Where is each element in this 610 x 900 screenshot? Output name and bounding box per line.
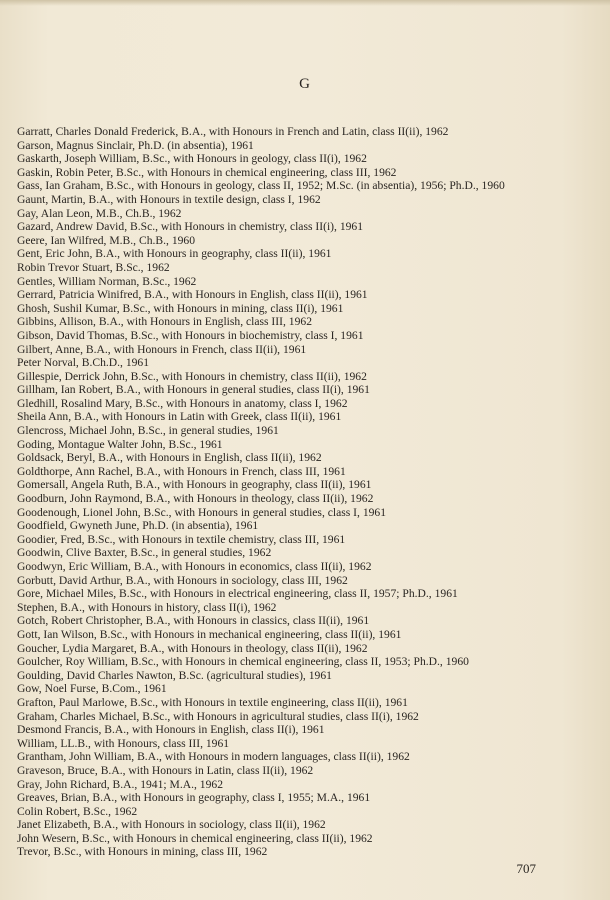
sub-entry: Janet Elizabeth, B.A., with Honours in sociology, class II(ii), 1962 [17,818,326,832]
graduate-entry: Gazard, Andrew David, B.Sc., with Honours in chemistry, class II(i), 1961 [17,220,364,234]
graduate-entry: Geere, Ian Wilfred, M.B., Ch.B., 1960 [17,233,196,247]
graduate-entry: Gentles, William Norman, B.Sc., 1962 [17,274,197,288]
graduate-entry: Gaskin, Robin Peter, B.Sc., with Honours in chemical engineering, class III, 1962 [17,165,397,179]
sub-entry: Robin Trevor Stuart, B.Sc., 1962 [17,260,170,274]
graduate-entry: Goulding, David Charles Nawton, B.Sc. (agricultural studies), 1961 [17,668,332,682]
sub-entry: Desmond Francis, B.A., with Honours in English, class II(i), 1961 [17,723,325,737]
graduate-entry: Goodburn, John Raymond, B.A., with Honours in theology, class II(ii), 1962 [17,492,374,506]
graduate-entry: Goulcher, Roy William, B.Sc., with Honours in chemical engineering, class II, 1953; Ph.D., 1960 [17,655,469,669]
section-heading: G [299,76,311,92]
graduate-entry: Gass, Ian Graham, B.Sc., with Honours in geology, class II, 1952; M.Sc. (in absentia), 1956; Ph.D., 1960 [17,179,505,193]
graduate-entry: Graham, Charles Michael, B.Sc., with Honours in agricultural studies, class II(i), 1962 [17,709,419,723]
graduate-entry: Gray, John Richard, B.A., 1941; M.A., 1962 [17,777,223,791]
graduate-entry: Gilbert, Anne, B.A., with Honours in French, class II(ii), 1961 [17,342,307,356]
graduate-entry: Gotch, Robert Christopher, B.A., with Honours in classics, class II(ii), 1961 [17,614,370,628]
graduate-entry: Gomersall, Angela Ruth, B.A., with Honours in geography, class II(ii), 1961 [17,478,372,492]
sub-entry: Trevor, B.Sc., with Honours in mining, class III, 1962 [17,845,268,859]
graduate-entry: Ghosh, Sushil Kumar, B.Sc., with Honours in mining, class II(i), 1961 [17,301,344,315]
sub-entry: William, LL.B., with Honours, class III, 1961 [17,736,230,750]
graduate-list [17,125,564,859]
graduate-entry: Gore, Michael Miles, B.Sc., with Honours in electrical engineering, class II, 1957; Ph.D., 1961 [17,587,458,601]
graduate-entry: Gaskarth, Joseph William, B.Sc., with Honours in geology, class II(i), 1962 [17,152,367,166]
sub-entry: Stephen, B.A., with Honours in history, class II(i), 1962 [17,600,277,614]
graduate-entry: Gay, Alan Leon, M.B., Ch.B., 1962 [17,206,182,220]
graduate-entry: Gibbins, Allison, B.A., with Honours in English, class III, 1962 [17,315,312,329]
graduate-entry: Glencross, Michael John, B.Sc., in general studies, 1961 [17,424,279,438]
graduate-entry: Grantham, John William, B.A., with Honours in modern languages, class II(ii), 1962 [17,750,410,764]
graduate-entry: Garson, Magnus Sinclair, Ph.D. (in absentia), 1961 [17,138,254,152]
graduate-entry: Goding, Montague Walter John, B.Sc., 1961 [17,437,223,451]
graduate-entry: Gillespie, Derrick John, B.Sc., with Honours in chemistry, class II(ii), 1962 [17,369,367,383]
sub-entry: Colin Robert, B.Sc., 1962 [17,804,138,818]
graduate-entry: Goldsack, Beryl, B.A., with Honours in English, class II(ii), 1962 [17,451,322,465]
graduate-entry: Goodwin, Clive Baxter, B.Sc., in general studies, 1962 [17,546,272,560]
graduate-entry: Goodfield, Gwyneth June, Ph.D. (in absentia), 1961 [17,519,259,533]
graduate-entry: Gaunt, Martin, B.A., with Honours in textile design, class I, 1962 [17,192,321,206]
graduate-entry: Gibson, David Thomas, B.Sc., with Honours in biochemistry, class I, 1961 [17,328,364,342]
graduate-entry: Gow, Noel Furse, B.Com., 1961 [17,682,167,696]
page-top-edge [0,0,610,6]
graduate-entry: Gorbutt, David Arthur, B.A., with Honours in sociology, class III, 1962 [17,573,348,587]
graduate-entry: Garratt, Charles Donald Frederick, B.A., with Honours in French and Latin, class II(ii), 1962 [17,125,449,138]
graduate-entry: Graveson, Bruce, B.A., with Honours in Latin, class II(ii), 1962 [17,763,314,777]
sub-entry: John Wesern, B.Sc., with Honours in chemical engineering, class II(ii), 1962 [17,831,373,845]
graduate-entry: Greaves, Brian, B.A., with Honours in geography, class I, 1955; M.A., 1961 [17,791,371,805]
graduate-entry: Grafton, Paul Marlowe, B.Sc., with Honours in textile engineering, class II(ii), 1961 [17,695,408,709]
graduate-entry: Gerrard, Patricia Winifred, B.A., with Honours in English, class II(ii), 1961 [17,288,368,302]
graduate-entry: Goldthorpe, Ann Rachel, B.A., with Honours in French, class III, 1961 [17,464,346,478]
sub-entry: Peter Norval, B.Ch.D., 1961 [17,356,150,370]
graduate-entry: Gillham, Ian Robert, B.A., with Honours in general studies, class II(i), 1961 [17,383,370,397]
graduate-entry: Gledhill, Rosalind Mary, B.Sc., with Honours in anatomy, class I, 1962 [17,396,348,410]
sub-entry: Sheila Ann, B.A., with Honours in Latin with Greek, class II(ii), 1961 [17,410,342,424]
page-number: 707 [516,861,536,876]
graduate-entry: Gott, Ian Wilson, B.Sc., with Honours in mechanical engineering, class II(ii), 1961 [17,627,402,641]
graduate-entry: Goodwyn, Eric William, B.A., with Honours in economics, class II(ii), 1962 [17,560,372,573]
graduate-entry: Goodenough, Lionel John, B.Sc., with Honours in general studies, class I, 1961 [17,505,387,519]
graduate-entry: Goodier, Fred, B.Sc., with Honours in textile chemistry, class III, 1961 [17,532,346,546]
graduate-entry: Goucher, Lydia Margaret, B.A., with Honours in theology, class II(ii), 1962 [17,641,368,655]
graduate-entry: Gent, Eric John, B.A., with Honours in geography, class II(ii), 1961 [17,247,332,261]
